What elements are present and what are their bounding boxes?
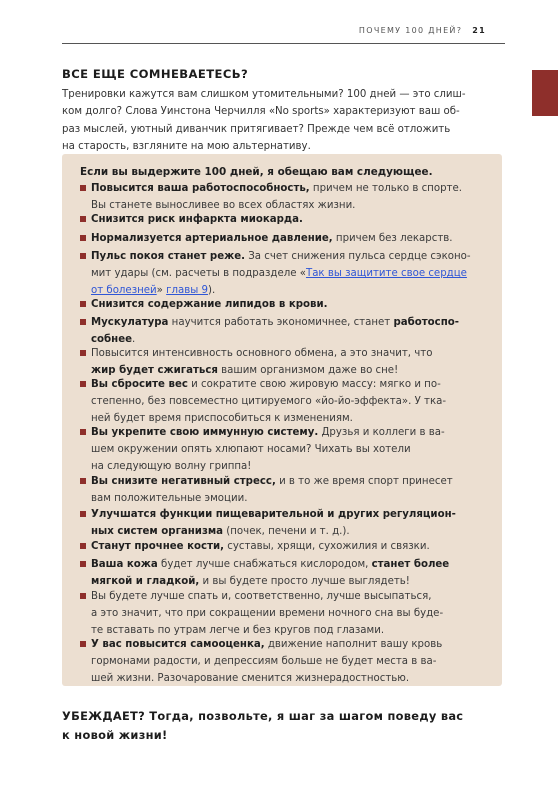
- item-text: и сократите свою жировую массу: мягко и по-: [187, 379, 441, 390]
- item-text: Вы станете выносливее во всех областях жизни.: [91, 200, 356, 212]
- item-bold-text: Мускулатура: [91, 317, 169, 328]
- page-number: 21: [472, 26, 486, 35]
- closing-line: к новой жизни!: [62, 728, 168, 742]
- item-text: на следующую волну гриппа!: [91, 461, 252, 473]
- chapter-section-link[interactable]: Так вы защитите свое сердце: [305, 268, 467, 280]
- list-item: [80, 248, 490, 300]
- item-bold-text: Снизится риск инфаркта миокарда.: [91, 214, 303, 225]
- list-item: [80, 588, 490, 640]
- item-text: вашим организмом даже во сне!: [217, 365, 399, 377]
- item-bold-text: Ваша кожа: [91, 559, 158, 570]
- running-head: [359, 26, 486, 35]
- list-item: [80, 473, 490, 507]
- chapter-link[interactable]: главы 9: [166, 285, 209, 297]
- intro-line: на старость, взгляните на мою альтернативу.: [62, 141, 311, 153]
- list-item: [80, 376, 490, 428]
- item-bold-text: собнее: [91, 334, 133, 346]
- item-text: ней будет время приспособиться к изменениям.: [91, 413, 353, 425]
- item-text: а это значит, что при сокращении времени ночного сна вы буде-: [91, 608, 444, 620]
- item-text: вам положительные эмоции.: [91, 493, 248, 505]
- item-bold-text: Улучшатся функции пищеварительной и других регуляцион-: [91, 509, 456, 520]
- bullet-square-icon: [80, 216, 86, 222]
- bullet-square-icon: [80, 350, 86, 356]
- bullet-square-icon: [80, 641, 86, 647]
- item-text: причем не только в спорте.: [309, 183, 462, 194]
- closing-line: УБЕЖДАЕТ? Тогда, позвольте, я шаг за шагом поведу вас: [62, 709, 464, 723]
- item-text: и в то же время спорт принесет: [275, 476, 453, 487]
- item-text: шей жизни. Разочарование сменится жизнерадостностью.: [91, 673, 410, 685]
- bullet-square-icon: [80, 319, 86, 325]
- list-item: [80, 230, 490, 247]
- item-text: »: [156, 285, 167, 297]
- item-text: .: [132, 334, 136, 346]
- item-text: (почек, печени и т. д.).: [223, 526, 350, 538]
- list-item: [80, 211, 490, 228]
- item-text: причем без лекарств.: [332, 233, 453, 244]
- item-bold-text: работоспо-: [393, 317, 459, 328]
- bullet-square-icon: [80, 381, 86, 387]
- promise-box-title: Если вы выдержите 100 дней, я обещаю вам следующее.: [80, 166, 433, 178]
- chapter-thumb-tab: [532, 70, 558, 116]
- intro-line: ком долго? Слова Уинстона Черчилля «No sports» характеризуют ваш об-: [62, 106, 460, 118]
- item-bold-text: Вы сбросите вес: [91, 379, 188, 390]
- list-item: [80, 314, 490, 348]
- item-text: шем окружении опять хлюпают носами? Чихать вы хотели: [91, 444, 411, 456]
- list-item: [80, 424, 490, 476]
- item-bold-text: Снизится содержание липидов в крови.: [91, 299, 328, 310]
- item-text: гормонами радости, и депрессиям больше не будет места в ва-: [91, 656, 437, 668]
- list-item: [80, 180, 490, 214]
- bullet-square-icon: [80, 511, 86, 517]
- item-text: Вы будете лучше спать и, соответственно, лучше высыпаться,: [91, 591, 432, 602]
- list-item: [80, 345, 490, 379]
- item-bold-text: мягкой и гладкой,: [91, 576, 200, 588]
- intro-line: Тренировки кажутся вам слишком утомительными? 100 дней — это слиш-: [62, 89, 466, 100]
- bullet-square-icon: [80, 561, 86, 567]
- bullet-square-icon: [80, 593, 86, 599]
- list-item: [80, 636, 490, 688]
- chapter-section-link[interactable]: от болезней: [91, 285, 157, 297]
- bullet-square-icon: [80, 478, 86, 484]
- item-text: степенно, без повсеместно цитируемого «йо-йо-эффекта». У тка-: [91, 396, 447, 408]
- item-bold-text: Вы укрепите свою иммунную систему.: [91, 427, 319, 438]
- list-item: [80, 538, 490, 555]
- item-text: ).: [208, 285, 216, 297]
- item-text: движение наполнит вашу кровь: [264, 639, 443, 650]
- bullet-square-icon: [80, 185, 86, 191]
- header-rule: [62, 43, 505, 44]
- intro-line: раз мыслей, уютный диванчик притягивает? Прежде чем всё отложить: [62, 123, 451, 135]
- running-title: ПОЧЕМУ 100 ДНЕЙ?: [358, 26, 463, 35]
- item-text: будет лучше снабжаться кислородом,: [157, 559, 372, 570]
- item-bold-text: Вы снизите негативный стресс,: [91, 476, 276, 487]
- bullet-square-icon: [80, 429, 86, 435]
- intro-paragraph: [62, 86, 514, 156]
- bullet-square-icon: [80, 301, 86, 307]
- item-bold-text: У вас повысится самооценка,: [91, 639, 265, 650]
- item-bold-text: Нормализуется артериальное давление,: [91, 233, 333, 244]
- bullet-square-icon: [80, 235, 86, 241]
- item-text: научится работать экономичнее, станет: [168, 317, 394, 328]
- section-title: ВСЕ ЕЩЕ СОМНЕВАЕТЕСЬ?: [62, 67, 249, 81]
- item-text: и вы будете просто лучше выглядеть!: [199, 576, 410, 588]
- item-bold-text: Повысится ваша работоспособность,: [91, 183, 310, 194]
- bullet-square-icon: [80, 253, 86, 259]
- item-text: те вставать по утрам легче и без кругов под глазами.: [91, 625, 385, 637]
- item-text: За счет снижения пульса сердце сэконо-: [245, 251, 471, 262]
- bullet-square-icon: [80, 543, 86, 549]
- list-item: [80, 296, 490, 313]
- item-bold-text: Станут прочнее кости,: [91, 541, 224, 552]
- item-text: суставы, хрящи, сухожилия и связки.: [223, 541, 430, 552]
- item-bold-text: станет более: [371, 559, 450, 570]
- item-bold-text: ных систем организма: [91, 526, 224, 538]
- item-text: Повысится интенсивность основного обмена, а это значит, что: [91, 348, 433, 359]
- item-bold-text: Пульс покоя станет реже.: [91, 251, 246, 262]
- item-bold-text: жир будет сжигаться: [91, 365, 218, 377]
- closing-statement: [62, 707, 502, 745]
- list-item: [80, 556, 490, 590]
- item-text: Друзья и коллеги в ва-: [318, 427, 445, 438]
- list-item: [80, 506, 490, 540]
- item-text: мит удары (см. расчеты в подразделе «: [91, 268, 306, 280]
